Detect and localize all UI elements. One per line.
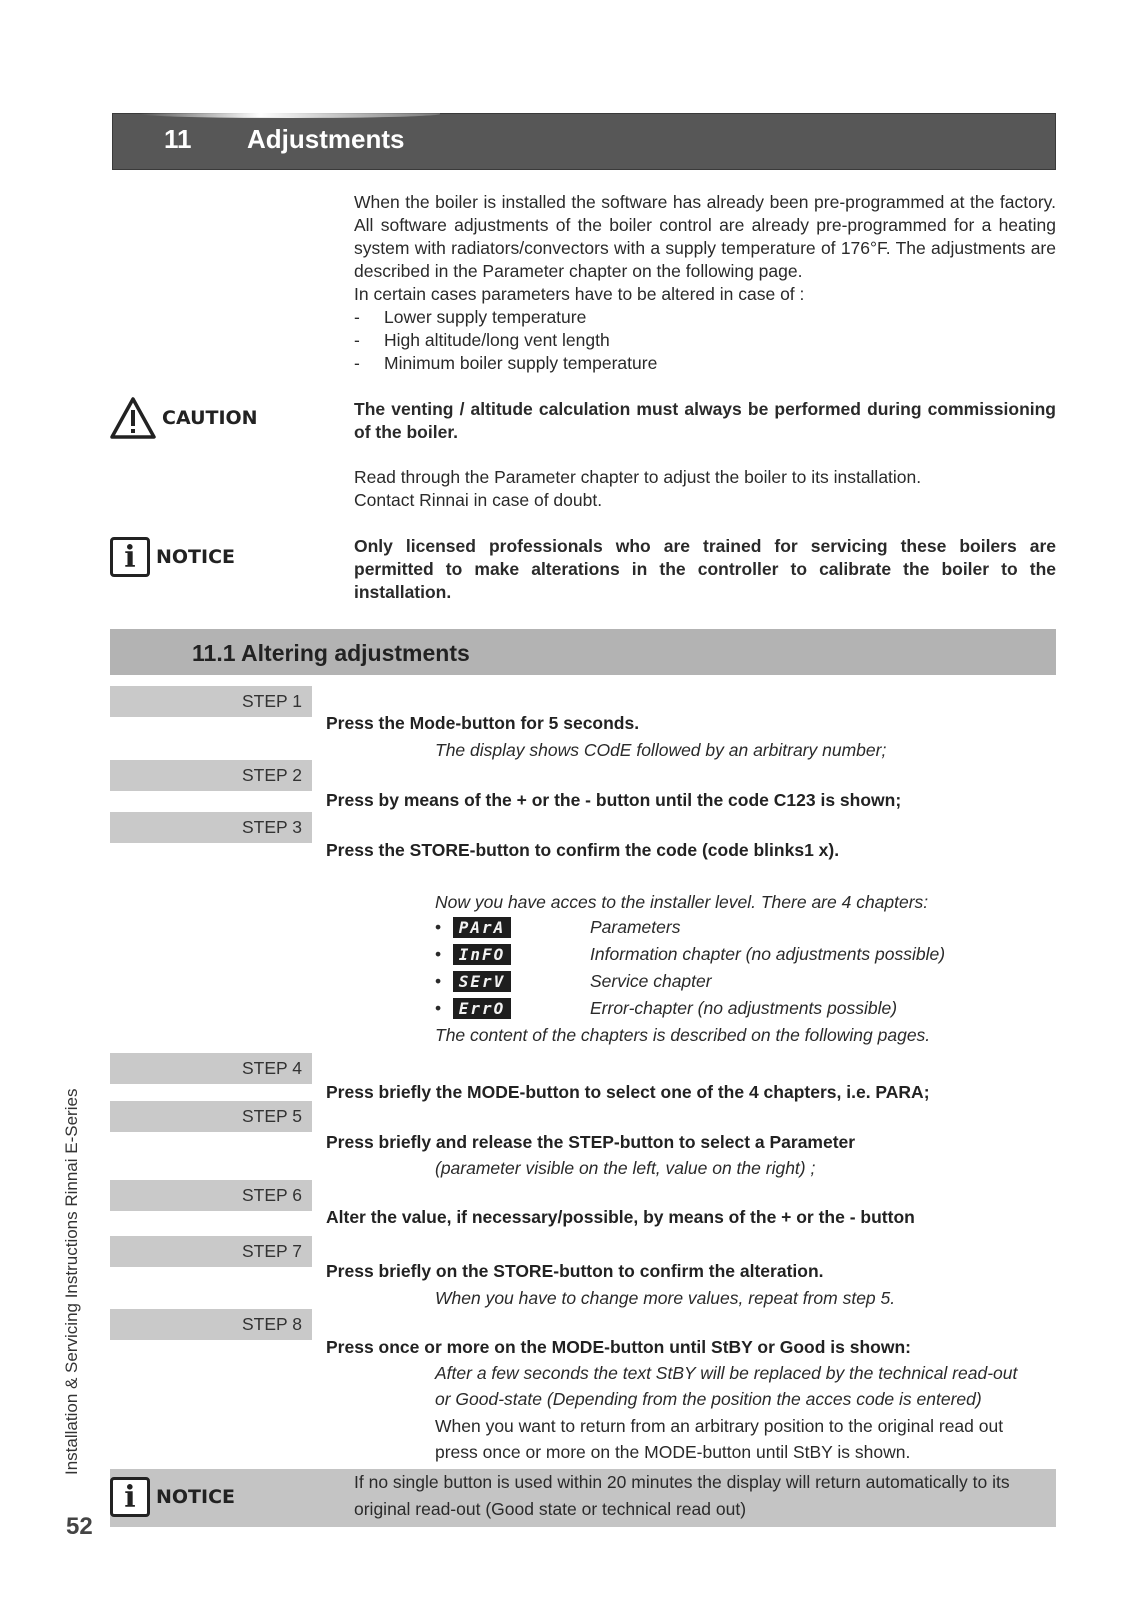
step-label-7: STEP 7 [110,1236,312,1267]
step-5-note: (parameter visible on the left, value on the right) ; [435,1158,816,1178]
step-label-8: STEP 8 [110,1309,312,1340]
notice-text: Only licensed professionals who are trained for servicing these boilers are permitted to make alterations in the controller to calibrate the boiler to the installation. [354,536,1056,602]
step-8-note-3: When you want to return from an arbitrary position to the original read out [435,1416,1004,1436]
step-4-instruction: Press briefly the MODE-button to select one of the 4 chapters, i.e. PARA; [326,1082,930,1102]
step-3-instruction: Press the STORE-button to confirm the code (code blinks1 x). [326,840,840,860]
step-8-instruction: Press once or more on the MODE-button until StBY or Good is shown: [326,1337,911,1357]
notice-bottom-label-text: NOTICE [156,1486,236,1508]
list-item: - High altitude/long vent length [354,330,610,350]
caution-follow-1: Read through the Parameter chapter to adjust the boiler to its installation. [354,467,922,487]
step-2-instruction: Press by means of the + or the - button until the code C123 is shown; [326,790,902,810]
intro-lead: In certain cases parameters have to be altered in case of : [354,284,805,304]
chapter-title: Adjustments [247,124,405,154]
step-label-3: STEP 3 [110,812,312,843]
list-item: - Lower supply temperature [354,307,587,327]
step-7-note: When you have to change more values, repeat from step 5. [435,1288,896,1308]
section-title: 11.1 Altering adjustments [192,640,470,666]
installer-intro: Now you have acces to the installer level. There are 4 chapters: [435,892,929,912]
intro-block [354,191,1056,375]
step-8-note-4: press once or more on the MODE-button until StBY is shown. [435,1442,911,1462]
step-5-instruction: Press briefly and release the STEP-button to select a Parameter [326,1132,856,1152]
notice-bottom-line-2: original read-out (Good state or technical read out) [354,1499,747,1519]
step-label-6: STEP 6 [110,1180,312,1211]
step-label-2: STEP 2 [110,760,312,791]
installer-outro: The content of the chapters is described on the following pages. [435,1025,931,1045]
step-6-instruction: Alter the value, if necessary/possible, by means of the + or the - button [326,1207,915,1227]
notice-bottom-text [354,1469,1056,1523]
caution-label-text: CAUTION [162,407,258,429]
step-8-note-2: or Good-state (Depending from the position the acces code is entered) [435,1389,982,1409]
step-label-4: STEP 4 [110,1053,312,1084]
caution-follow-2: Contact Rinnai in case of doubt. [354,490,603,510]
step-label-5: STEP 5 [110,1101,312,1132]
intro-paragraph: When the boiler is installed the software has already been pre-programmed at the factory. All software adjustments of the boiler control are already pre-programmed for a heating system with radiators/convectors with a supply temperature of 176°F. The adjustments are described in the Parameter chapter on the following page. [354,192,1056,281]
page-number: 52 [66,1513,93,1540]
chapter-number: 11 [164,124,192,154]
lcd-para: PArA [453,917,511,938]
notice-label [110,537,235,577]
caution-text: The venting / altitude calculation must always be performed during commissioning of the boiler. [354,399,1056,442]
info-icon: i [110,537,150,577]
chapter-item-info: • InFO Information chapter (no adjustments possible) [435,943,946,964]
chapter-item-para: • PArA Parameters [435,916,681,937]
lcd-erro: ErrO [453,998,511,1019]
step-1-instruction: Press the Mode-button for 5 seconds. [326,713,640,733]
chapter-item-erro: • ErrO Error-chapter (no adjustments possible) [435,997,898,1018]
step-8-note-1: After a few seconds the text StBY will be replaced by the technical read-out [435,1363,1018,1383]
notice-bottom-line-1: If no single button is used within 20 minutes the display will return automatically to its [354,1472,1010,1492]
lcd-info: InFO [453,944,511,965]
intro-list [354,306,1056,375]
notice-label-text: NOTICE [156,546,236,568]
info-icon: i [110,1477,150,1517]
sidebar-document-title: Installation & Servicing Instructions Rinnai E-Series [62,1088,81,1475]
chapter-item-serv: • SErV Service chapter [435,970,712,991]
step-1-note: The display shows COdE followed by an arbitrary number; [435,740,887,760]
header-swoosh [140,110,440,118]
caution-label [110,396,258,440]
step-7-instruction: Press briefly on the STORE-button to confirm the alteration. [326,1261,824,1281]
list-item: - Minimum boiler supply temperature [354,353,658,373]
step-label-1: STEP 1 [110,686,312,717]
lcd-serv: SErV [453,971,511,992]
notice-bottom-label [110,1477,235,1517]
warning-triangle-icon [110,396,156,440]
